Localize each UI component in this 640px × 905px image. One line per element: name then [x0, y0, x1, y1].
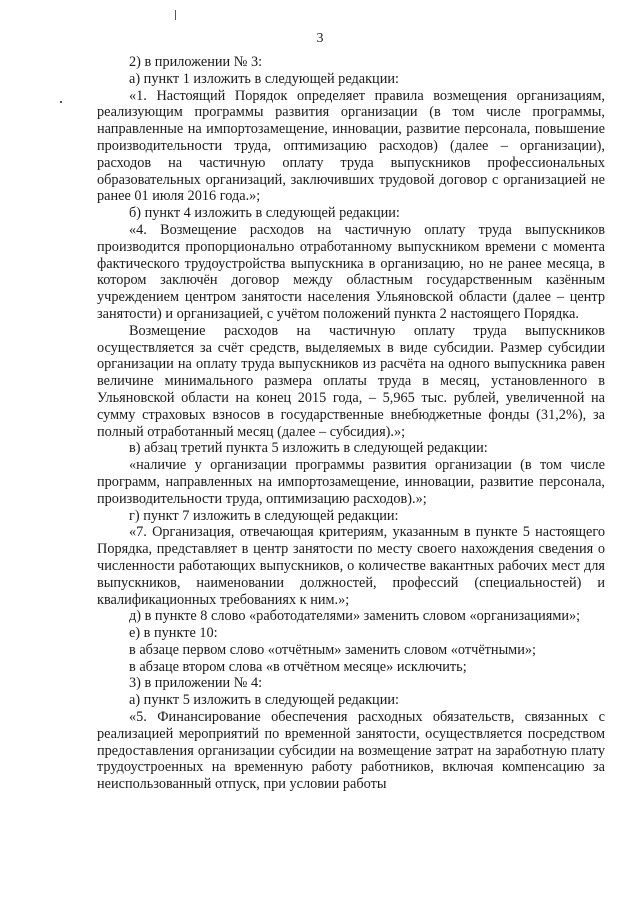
paragraph-item-a: а) пункт 1 изложить в следующей редакции:: [129, 70, 399, 87]
paragraph-first-subparagraph: в абзаце первом слово «отчётным» заменить словом «отчётными»;: [129, 641, 537, 658]
paragraph-item-d: д) в пункте 8 слово «работодателями» заменить словом «организациями»;: [129, 608, 581, 625]
paragraph-second-subparagraph: в абзаце втором слова «в отчётном месяце» исключить;: [129, 658, 467, 675]
paragraph-item-e: е) в пункте 10:: [129, 625, 218, 642]
page-number: 3: [316, 31, 324, 46]
paragraph-appendix-4: 3) в приложении № 4:: [129, 675, 263, 692]
paragraph-item-g: г) пункт 7 изложить в следующей редакции:: [129, 507, 399, 524]
paragraph-point-1: «1. Настоящий Порядок определяет правила возмещения организациям, реализующим программы развития организации (в том числе программы, направленные на импортозамещение, инновации, развитие персонала, повышение производительности труда, оптимизацию расходов) (далее – организации), расходов на частичную оплату труда выпускников профессиональных образовательных организаций, заключивших трудовой договор с организацией не ранее 01 июля 2016 года.»;: [97, 87, 605, 205]
scan-mark-top: [175, 10, 176, 20]
paragraph-point-7: «7. Организация, отвечающая критериям, указанным в пункте 5 настоящего Порядка, представляет в центр занятости по месту своего нахождения сведения о численности работающих выпускников, о количестве вакантных рабочих мест для выпускников, наименовании должностей, профессий (специальностей) и квалификационных требованиях к ним.»;: [97, 524, 605, 608]
paragraph-appendix-3: 2) в приложении № 3:: [129, 54, 263, 70]
paragraph-item-a-point-5: а) пункт 5 изложить в следующей редакции:: [129, 692, 399, 709]
document-body: [97, 54, 605, 793]
paragraph-item-v: в) абзац третий пункта 5 изложить в следующей редакции:: [129, 440, 488, 457]
scan-mark-left: [60, 101, 62, 103]
paragraph-program-quote: «наличие у организации программы развития организации (в том числе программ, направленных на импортозамещение, инновации, развитие персонала, производительности труда, оптимизацию расходов).»;: [97, 457, 605, 507]
paragraph-subsidy-size: Возмещение расходов на частичную оплату труда выпускников осуществляется за счёт средств, выделяемых в виде субсидии. Размер субсидии организации на оплату труда выпускников из расчёта на одного выпускника равен величине минимального размера оплаты труда в месяц, установленного в Ульяновской области на конец 2015 года, – 5,965 тыс. рублей, увеличенной на сумму страховых взносов в государственные внебюджетные фонды (31,2%), за полный отработанный месяц (далее – субсидия).»;: [97, 322, 605, 440]
paragraph-item-b: б) пункт 4 изложить в следующей редакции:: [129, 205, 400, 222]
paragraph-point-5-quote: «5. Финансирование обеспечения расходных обязательств, связанных с реализацией мероприятий по временной занятости, осуществляется посредством предоставления организации субсидии на возмещение затрат на заработную плату трудоустроенных на временную работу работников, включая компенсацию за неиспользованный отпуск, при условии работы: [97, 709, 605, 793]
paragraph-point-4: «4. Возмещение расходов на частичную оплату труда выпускников производится пропорционально отработанному выпускником времени с момента фактического трудоустройства выпускника в организацию, но не ранее месяца, в котором заключён договор между областным государственным казённым учреждением центром занятости населения Ульяновской области (далее – центр занятости) и организацией, с учётом положений пункта 2 настоящего Порядка.: [97, 221, 605, 322]
